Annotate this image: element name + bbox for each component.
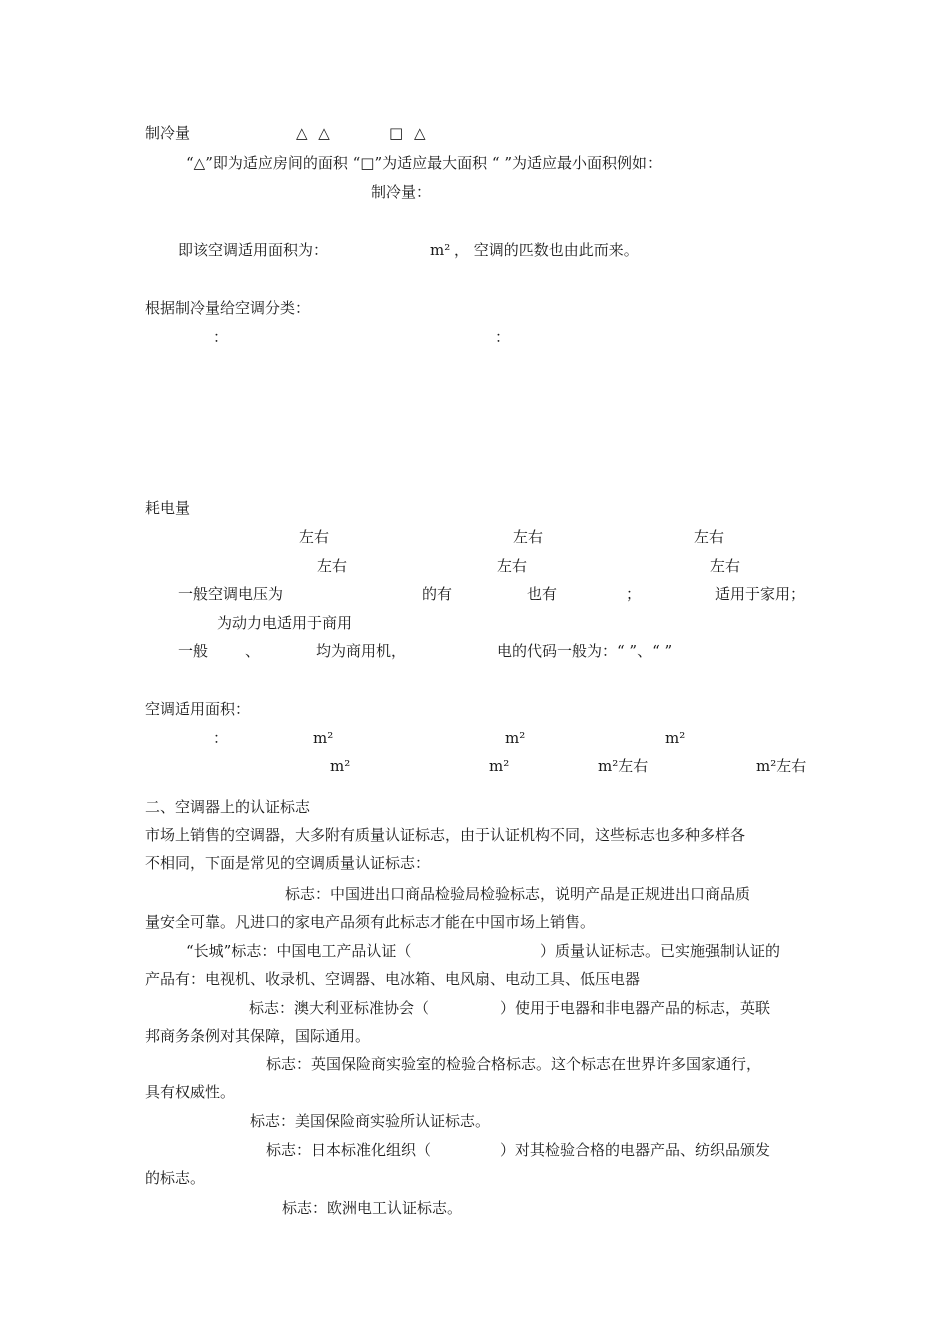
cooling-explain: “△”即为适应房间的面积 “□”为适应最大面积 “ ”为适应最小面积例如：	[186, 154, 663, 172]
cert-bsi-2: 具有权威性。	[145, 1083, 236, 1101]
cert-saa-1a: 标志：澳大利亚标准协会（	[249, 999, 430, 1017]
area-unit-4: m²	[330, 757, 351, 775]
power-about-1: 左右	[299, 528, 330, 546]
voltage-c: 也有	[527, 585, 558, 603]
classify-colon-1: ：	[213, 328, 229, 346]
cert-intro-1: 市场上销售的空调器，大多附有质量认证标志，由于认证机构不同，这些标志也多种多样各	[145, 826, 746, 844]
area-unit-3: m²	[665, 729, 686, 747]
cooling-symbols-1: △ △	[296, 124, 330, 142]
cert-ccib-1: 标志：中国进出口商品检验局检验标志，说明产品是正规进出口商品质	[285, 885, 751, 903]
area-unit-2: m²	[505, 729, 526, 747]
code-b: 、	[245, 642, 261, 660]
area-prefix: 即该空调适用面积为：	[178, 241, 329, 259]
area-unit-1: m²	[313, 729, 334, 747]
cert-saa-2: 邦商务条例对其保障，国际通用。	[145, 1027, 371, 1045]
voltage-a: 一般空调电压为	[178, 585, 284, 603]
cert-great-wall-2: 产品有：电视机、收录机、空调器、电冰箱、电风扇、电动工具、低压电器	[145, 970, 641, 988]
cert-ccib-2: 量安全可靠。凡进口的家电产品须有此标志才能在中国市场上销售。	[145, 913, 596, 931]
area-unit-about-1: m²左右	[598, 757, 649, 775]
cert-great-wall-1b: ）质量认证标志。已实施强制认证的	[540, 942, 781, 960]
area-unit-about-2: m²左右	[756, 757, 807, 775]
area-unit: m²	[430, 241, 451, 259]
cert-heading: 二、空调器上的认证标志	[145, 798, 311, 816]
power-about-2: 左右	[513, 528, 544, 546]
classify-heading: 根据制冷量给空调分类：	[145, 299, 311, 317]
cooling-label: 制冷量	[145, 124, 191, 142]
voltage-e: 适用于家用；	[715, 585, 806, 603]
cooling-symbols-2: □ △	[389, 124, 426, 142]
commercial-line: 为动力电适用于商用	[217, 614, 353, 632]
cert-jis-1b: ）对其检验合格的电器产品、纺织品颁发	[500, 1141, 771, 1159]
cert-intro-2: 不相同，下面是常见的空调质量认证标志：	[145, 854, 431, 872]
cert-ul: 标志：美国保险商实验所认证标志。	[250, 1112, 491, 1130]
cert-jis-2: 的标志。	[145, 1169, 206, 1187]
area-unit-5: m²	[489, 757, 510, 775]
cert-jis-1a: 标志：日本标准化组织（	[266, 1141, 432, 1159]
power-label: 耗电量	[145, 499, 191, 517]
cooling-example-label: 制冷量：	[371, 183, 432, 201]
power-about-4: 左右	[317, 557, 348, 575]
power-about-5: 左右	[497, 557, 528, 575]
power-about-6: 左右	[710, 557, 741, 575]
voltage-b: 的有	[422, 585, 453, 603]
area-colon: ：	[213, 729, 229, 747]
classify-colon-2: ：	[495, 328, 511, 346]
code-d: 电的代码一般为：“ ”、“ ”	[497, 642, 673, 660]
cert-saa-1b: ）使用于电器和非电器产品的标志，英联	[500, 999, 771, 1017]
code-a: 一般	[178, 642, 209, 660]
area-heading: 空调适用面积：	[145, 700, 251, 718]
cert-ce: 标志：欧洲电工认证标志。	[282, 1199, 463, 1217]
area-suffix: ， 空调的匹数也由此而来。	[454, 241, 639, 259]
code-c: 均为商用机，	[316, 642, 407, 660]
cert-bsi-1: 标志：英国保险商实验室的检验合格标志。这个标志在世界许多国家通行，	[266, 1055, 762, 1073]
cert-great-wall-1a: “长城”标志：中国电工产品认证（	[186, 942, 412, 960]
power-about-3: 左右	[694, 528, 725, 546]
voltage-d: ；	[626, 585, 642, 603]
